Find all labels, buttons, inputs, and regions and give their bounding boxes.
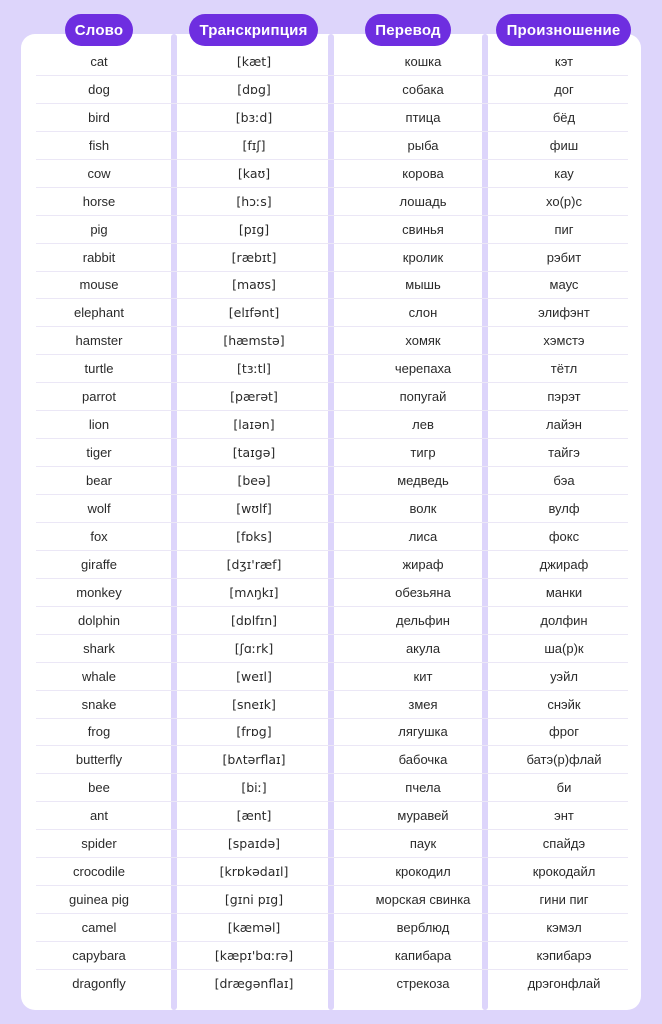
cell-translation: корова <box>402 165 444 181</box>
table-body <box>36 48 628 998</box>
cell-word: bird <box>88 109 110 125</box>
table-row <box>36 551 628 579</box>
cell-word: hamster <box>75 333 123 349</box>
cell-pronunciation: фрог <box>549 724 579 740</box>
table-row <box>36 970 628 998</box>
cell-pronunciation: пэрэт <box>547 389 581 405</box>
cell-word: bear <box>85 473 113 489</box>
cell-pronunciation: рэбит <box>546 249 582 265</box>
cell-pronunciation: гини пиг <box>539 892 589 908</box>
cell-transcription: [bɜːd] <box>235 109 273 125</box>
cell-word: mouse <box>79 277 119 293</box>
cell-translation: слон <box>408 305 438 321</box>
cell-pronunciation: пиг <box>554 221 574 237</box>
table-row <box>36 746 628 774</box>
cell-word: snake <box>81 696 117 712</box>
cell-transcription: [kæt] <box>236 53 272 69</box>
cell-pronunciation: бэа <box>553 473 575 489</box>
cell-word: dolphin <box>78 612 120 628</box>
table-row <box>36 914 628 942</box>
cell-transcription: [kæməl] <box>227 920 281 936</box>
cell-translation: бабочка <box>398 752 448 768</box>
cell-translation: морская свинка <box>375 892 471 908</box>
table-row <box>36 76 628 104</box>
cell-word: whale <box>82 668 116 684</box>
cell-translation: кролик <box>402 249 444 265</box>
table-row <box>36 635 628 663</box>
cell-word: bee <box>88 780 110 796</box>
cell-translation: черепаха <box>394 361 452 377</box>
cell-word: monkey <box>76 584 122 600</box>
cell-pronunciation: хо(р)с <box>546 193 582 209</box>
cell-translation: хомяк <box>405 333 441 349</box>
table-row <box>36 244 628 272</box>
cell-word: butterfly <box>75 752 123 768</box>
cell-transcription: [drægənflaɪ] <box>214 976 294 992</box>
cell-translation: дельфин <box>396 612 450 628</box>
cell-transcription: [maʊs] <box>232 277 276 293</box>
cell-translation: мышь <box>405 277 441 293</box>
cell-word: cow <box>87 165 111 181</box>
cell-pronunciation: джираф <box>539 556 589 572</box>
cell-pronunciation: спайдэ <box>542 836 586 852</box>
cell-pronunciation: бёд <box>552 109 576 125</box>
header-translation: Перевод <box>365 14 451 46</box>
cell-pronunciation: энт <box>554 808 574 824</box>
cell-word: capybara <box>72 947 126 963</box>
cell-translation: тигр <box>410 445 436 461</box>
cell-transcription: [bʌtərflaɪ] <box>222 752 286 768</box>
cell-pronunciation: долфин <box>540 612 588 628</box>
table-row <box>36 327 628 355</box>
cell-translation: акула <box>405 640 441 656</box>
cell-transcription: [biː] <box>241 780 267 796</box>
table-row <box>36 216 628 244</box>
cell-pronunciation: кэпибарэ <box>536 947 592 963</box>
cell-pronunciation: кэт <box>554 53 574 69</box>
cell-transcription: [taɪgə] <box>232 445 276 461</box>
cell-pronunciation: дрэгонфлай <box>527 976 601 992</box>
table-row <box>36 830 628 858</box>
cell-transcription: [hɔːs] <box>236 193 272 209</box>
table-row <box>36 355 628 383</box>
cell-translation: муравей <box>397 808 449 824</box>
header-word: Слово <box>65 14 133 46</box>
table-row <box>36 411 628 439</box>
cell-transcription: [ʃɑːrk] <box>234 640 274 656</box>
cell-word: giraffe <box>81 556 117 572</box>
table-row <box>36 607 628 635</box>
table-row <box>36 719 628 747</box>
table-row <box>36 272 628 300</box>
cell-transcription: [kaʊ] <box>237 165 271 181</box>
cell-word: wolf <box>87 500 111 516</box>
cell-transcription: [pærət] <box>230 389 278 405</box>
cell-pronunciation: вулф <box>548 500 580 516</box>
table-row <box>36 579 628 607</box>
table-row <box>36 132 628 160</box>
cell-word: tiger <box>86 445 112 461</box>
cell-translation: пчела <box>405 780 441 796</box>
table-row <box>36 886 628 914</box>
cell-word: lion <box>88 417 110 433</box>
table-row <box>36 495 628 523</box>
cell-word: turtle <box>84 361 114 377</box>
cell-translation: крокодил <box>395 864 451 880</box>
table-row <box>36 104 628 132</box>
cell-word: camel <box>81 920 117 936</box>
cell-transcription: [frɒg] <box>236 724 272 740</box>
cell-transcription: [sneɪk] <box>232 696 276 712</box>
cell-word: dog <box>88 81 110 97</box>
cell-pronunciation: элифэнт <box>538 305 590 321</box>
cell-pronunciation: лайэн <box>546 417 582 433</box>
cell-pronunciation: снэйк <box>547 696 581 712</box>
cell-translation: лошадь <box>399 193 447 209</box>
table-row <box>36 48 628 76</box>
cell-transcription: [tɜːtl] <box>237 361 271 377</box>
cell-transcription: [fɒks] <box>236 528 272 544</box>
cell-transcription: [pɪg] <box>238 221 270 237</box>
cell-translation: рыба <box>407 137 439 153</box>
cell-translation: попугай <box>399 389 447 405</box>
cell-translation: кит <box>413 668 433 684</box>
table-row <box>36 663 628 691</box>
cell-word: dragonfly <box>72 976 126 992</box>
cell-translation: свинья <box>402 221 444 237</box>
cell-transcription: [fɪʃ] <box>242 137 266 153</box>
cell-transcription: [wʊlf] <box>236 500 272 516</box>
cell-translation: лев <box>412 417 434 433</box>
cell-word: fish <box>88 137 110 153</box>
cell-translation: капибара <box>394 947 452 963</box>
cell-transcription: [weɪl] <box>236 668 272 684</box>
cell-pronunciation: фиш <box>549 137 579 153</box>
table-row <box>36 691 628 719</box>
cell-translation: обезьяна <box>395 584 451 600</box>
cell-word: pig <box>90 221 108 237</box>
cell-word: guinea pig <box>69 892 129 908</box>
cell-word: crocodile <box>72 864 126 880</box>
cell-transcription: [spaɪdə] <box>227 836 281 852</box>
table-row <box>36 188 628 216</box>
cell-pronunciation: тайгэ <box>548 445 580 461</box>
cell-transcription: [gɪni pɪg] <box>224 892 284 908</box>
table-row <box>36 774 628 802</box>
cell-translation: верблюд <box>396 920 450 936</box>
table-row <box>36 942 628 970</box>
cell-word: horse <box>82 193 116 209</box>
cell-word: shark <box>83 640 115 656</box>
cell-pronunciation: тётл <box>550 361 578 377</box>
cell-pronunciation: манки <box>545 584 583 600</box>
cell-word: ant <box>89 808 109 824</box>
cell-translation: медведь <box>397 473 449 489</box>
cell-transcription: [beə] <box>237 473 271 489</box>
cell-word: spider <box>81 836 117 852</box>
cell-pronunciation: кэмэл <box>546 920 582 936</box>
cell-word: fox <box>90 528 108 544</box>
cell-pronunciation: дог <box>554 81 574 97</box>
cell-word: rabbit <box>82 249 116 265</box>
cell-transcription: [laɪən] <box>233 417 275 433</box>
cell-transcription: [dɒg] <box>237 81 271 97</box>
cell-translation: кошка <box>404 53 442 69</box>
header-transcription: Транскрипция <box>189 14 318 46</box>
cell-word: elephant <box>74 305 124 321</box>
cell-pronunciation: ша(р)к <box>544 640 584 656</box>
table-row <box>36 439 628 467</box>
table-row <box>36 160 628 188</box>
cell-pronunciation: фокс <box>548 528 580 544</box>
cell-transcription: [dɒlfɪn] <box>230 612 278 628</box>
cell-pronunciation: крокодайл <box>532 864 596 880</box>
cell-pronunciation: уэйл <box>550 668 578 684</box>
table-row <box>36 802 628 830</box>
cell-pronunciation: би <box>556 780 572 796</box>
cell-translation: лиса <box>408 528 438 544</box>
cell-translation: собака <box>402 81 444 97</box>
cell-translation: жираф <box>402 556 444 572</box>
cell-transcription: [hæmstə] <box>223 333 285 349</box>
cell-pronunciation: маус <box>549 277 579 293</box>
cell-translation: стрекоза <box>396 976 450 992</box>
cell-pronunciation: батэ(р)флай <box>526 752 602 768</box>
cell-transcription: [elɪfənt] <box>228 305 280 321</box>
cell-pronunciation: кау <box>554 165 574 181</box>
cell-transcription: [dʒɪ'ræf] <box>226 556 282 572</box>
table-row <box>36 383 628 411</box>
cell-word: cat <box>90 53 108 69</box>
cell-word: frog <box>87 724 111 740</box>
cell-translation: лягушка <box>398 724 448 740</box>
cell-translation: птица <box>405 109 441 125</box>
cell-transcription: [ræbɪt] <box>231 249 277 265</box>
cell-transcription: [ænt] <box>236 808 272 824</box>
cell-translation: волк <box>409 500 437 516</box>
header-pronunciation: Произношение <box>496 14 631 46</box>
cell-transcription: [mʌŋkɪ] <box>229 584 279 600</box>
cell-translation: змея <box>408 696 438 712</box>
table-row <box>36 467 628 495</box>
cell-word: parrot <box>82 389 116 405</box>
cell-translation: паук <box>409 836 437 852</box>
table-row <box>36 299 628 327</box>
cell-transcription: [krɒkədaɪl] <box>219 864 289 880</box>
cell-pronunciation: хэмстэ <box>543 333 585 349</box>
table-row <box>36 523 628 551</box>
cell-transcription: [kæpɪ'bɑːrə] <box>214 947 294 963</box>
table-row <box>36 858 628 886</box>
